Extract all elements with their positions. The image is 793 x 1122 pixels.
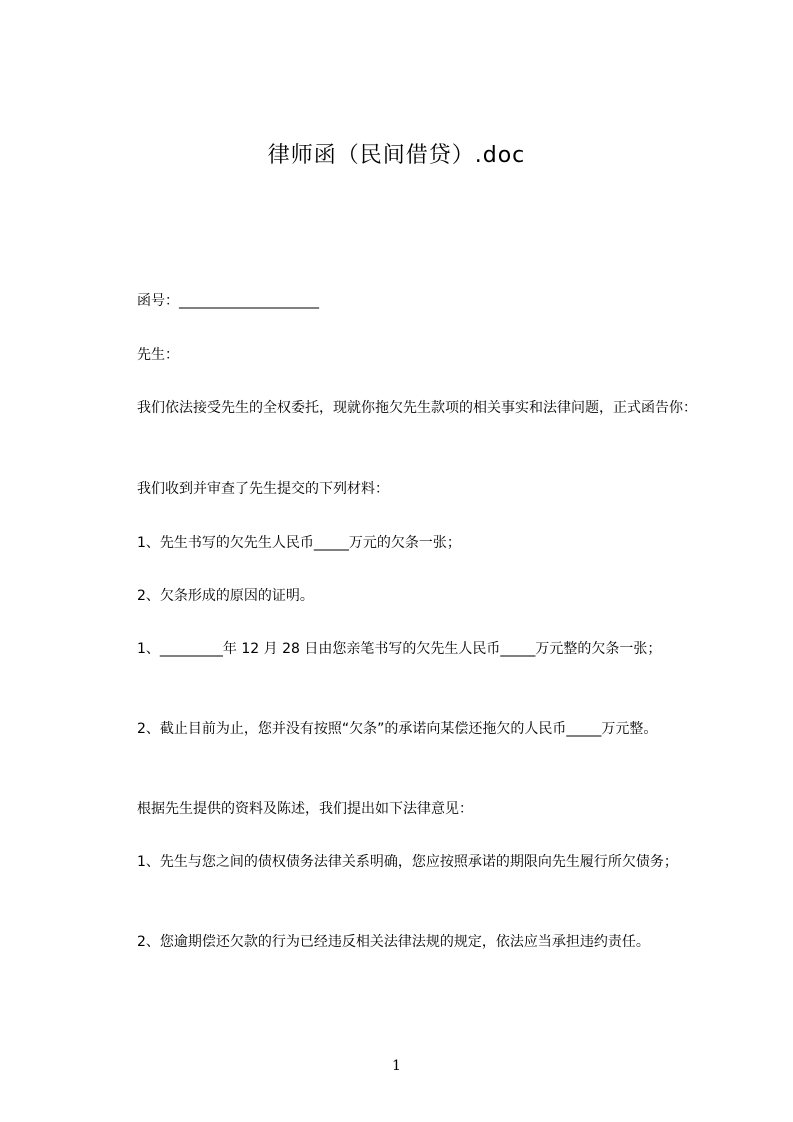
salutation: 先生：	[137, 347, 179, 363]
opinion-item-1: 1、先生与您之间的债权债务法律关系明确，您应按照承诺的期限向先生履行所欠债务；	[137, 854, 678, 870]
materials-heading: 我们收到并审查了先生提交的下列材料：	[137, 481, 389, 497]
letter-number: 函号：____________________	[137, 293, 319, 309]
fact-item-2: 2、截止目前为止，您并没有按照“欠条”的承诺向某偿还拖欠的人民币_____万元整。	[137, 721, 658, 737]
document-title: 律师函（民间借贷）.doc	[267, 143, 526, 168]
fact-item-1: 1、_________年 12 月 28 日由您亲笔书写的欠先生人民币_____万元整的欠条一张；	[137, 641, 662, 657]
opinion-item-2: 2、您逾期偿还欠款的行为已经违反相关法律法规的规定，依法应当承担违约责任。	[137, 934, 650, 950]
page-number: 1	[392, 1058, 401, 1074]
material-item-2: 2、欠条形成的原因的证明。	[137, 588, 314, 604]
opinion-heading: 根据先生提供的资料及陈述，我们提出如下法律意见：	[137, 801, 473, 817]
material-item-1: 1、先生书写的欠先生人民币_____万元的欠条一张；	[137, 535, 461, 551]
intro-paragraph: 我们依法接受先生的全权委托，现就你拖欠先生款项的相关事实和法律问题，正式函告你：	[137, 400, 697, 416]
